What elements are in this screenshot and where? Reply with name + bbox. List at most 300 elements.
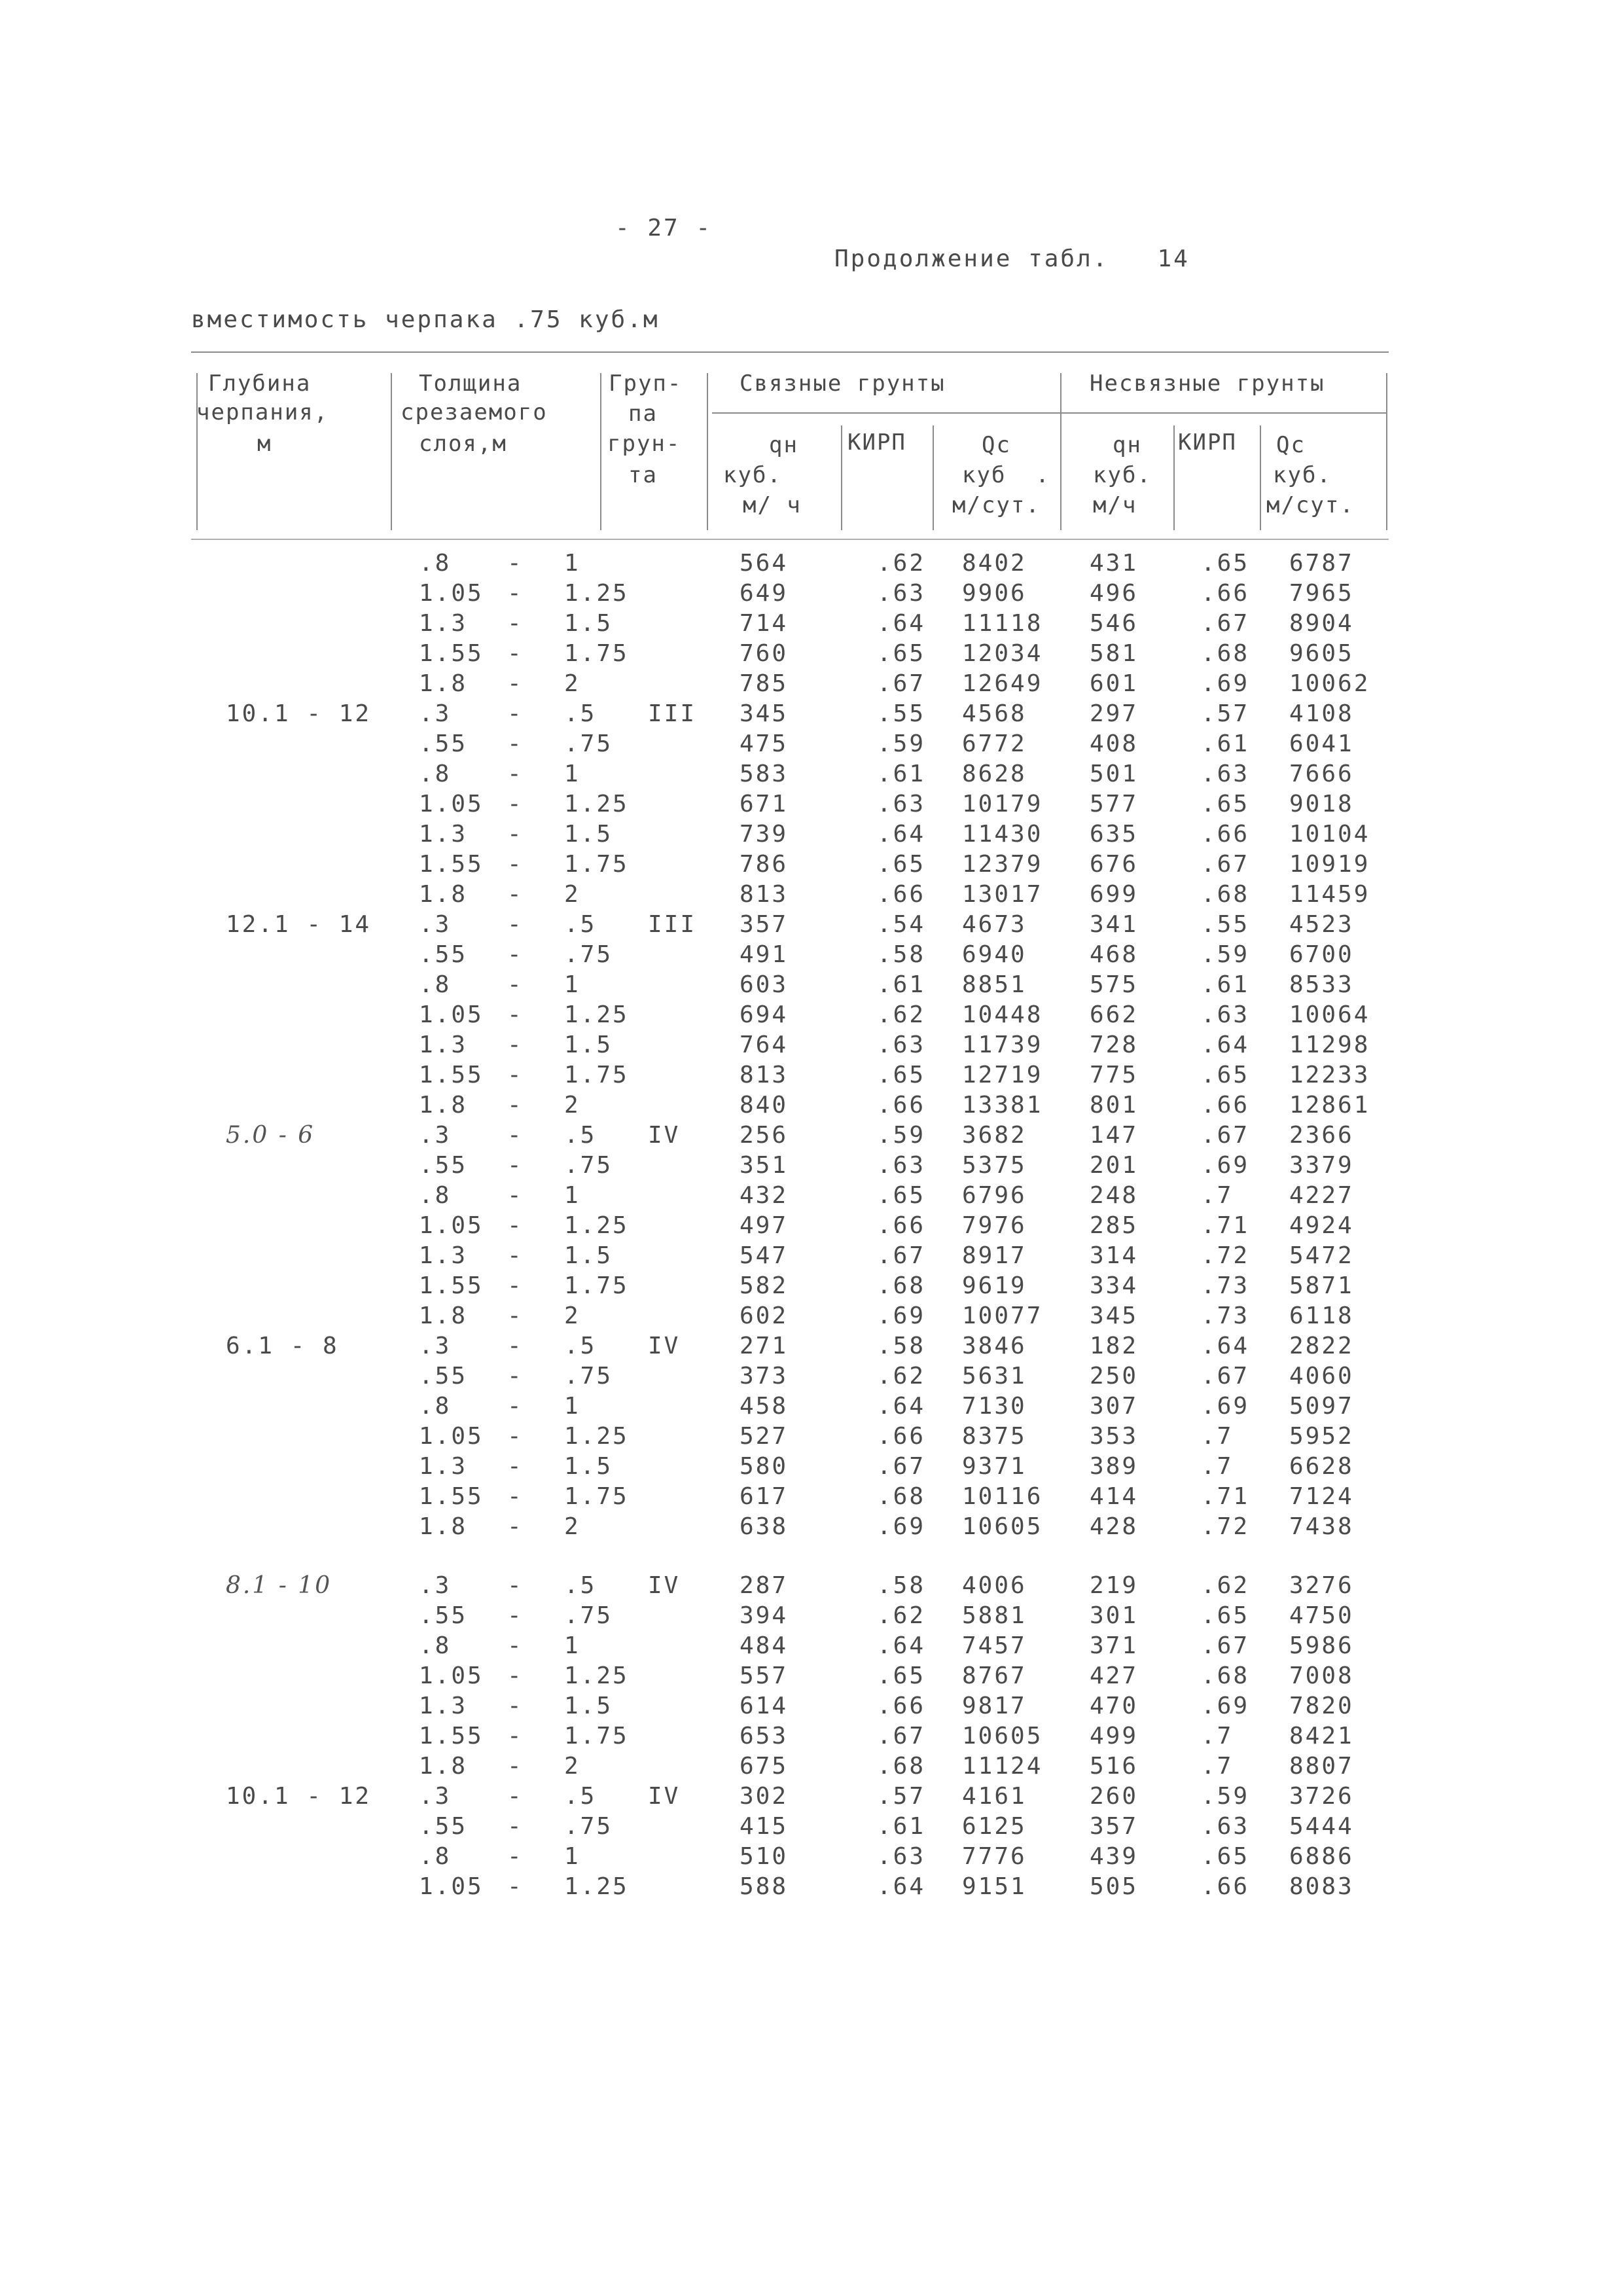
row-thickness-from: .3 (419, 1783, 452, 1810)
row-noncohesive-qh: 389 (1090, 1453, 1139, 1480)
row-thickness-to: 1.5 (564, 1031, 613, 1058)
table-row (0, 1753, 1623, 1783)
header-group-line1: Груп- (609, 370, 683, 397)
row-cohesive-qh: 583 (740, 761, 789, 787)
row-noncohesive-kirp: .66 (1201, 1873, 1250, 1900)
row-noncohesive-kirp: .7 (1201, 1182, 1234, 1209)
row-noncohesive-kirp: .69 (1201, 1693, 1250, 1719)
row-noncohesive-kirp: .73 (1201, 1272, 1250, 1299)
row-thickness-to: 1.75 (564, 1272, 629, 1299)
row-cohesive-qc: 11118 (962, 610, 1043, 637)
range-dash: - (507, 1242, 524, 1269)
row-thickness-from: .8 (419, 1393, 452, 1420)
range-dash: - (507, 881, 524, 908)
row-thickness-from: .3 (419, 1572, 452, 1599)
row-cohesive-qc: 4568 (962, 700, 1027, 727)
row-noncohesive-kirp: .65 (1201, 791, 1250, 817)
row-cohesive-qc: 13017 (962, 881, 1043, 908)
page-number: - 27 - (615, 215, 713, 242)
row-cohesive-qc: 8402 (962, 550, 1027, 577)
row-thickness-from: .8 (419, 1843, 452, 1870)
table-row (0, 1212, 1623, 1242)
row-thickness-from: 1.55 (419, 1272, 484, 1299)
row-noncohesive-qc: 4523 (1289, 911, 1354, 938)
row-cohesive-qh: 287 (740, 1572, 789, 1599)
row-thickness-from: .8 (419, 1632, 452, 1659)
row-noncohesive-qh: 662 (1090, 1001, 1139, 1028)
row-noncohesive-qc: 4924 (1289, 1212, 1354, 1239)
row-thickness-from: 1.8 (419, 1302, 468, 1329)
row-cohesive-qh: 649 (740, 580, 789, 607)
row-cohesive-qh: 373 (740, 1363, 789, 1390)
row-cohesive-qh: 653 (740, 1723, 789, 1749)
row-cohesive-kirp: .58 (877, 941, 926, 968)
header-qh2-line1: qн (1113, 432, 1142, 458)
range-dash: - (507, 1843, 524, 1870)
row-noncohesive-kirp: .59 (1201, 1783, 1250, 1810)
row-noncohesive-kirp: .66 (1201, 1092, 1250, 1119)
row-cohesive-qc: 3682 (962, 1122, 1027, 1149)
row-cohesive-qh: 786 (740, 851, 789, 878)
row-noncohesive-kirp: .72 (1201, 1513, 1250, 1540)
row-thickness-from: 1.3 (419, 610, 468, 637)
row-cohesive-qc: 12034 (962, 640, 1043, 667)
row-depth-range: 6.1 - 8 (226, 1333, 339, 1359)
row-thickness-to: .5 (564, 1572, 597, 1599)
header-thickness-line2: срезаемого (401, 399, 548, 425)
row-cohesive-qh: 415 (740, 1813, 789, 1840)
row-noncohesive-qh: 182 (1090, 1333, 1139, 1359)
row-thickness-from: 1.8 (419, 1513, 468, 1540)
row-cohesive-qc: 4673 (962, 911, 1027, 938)
row-thickness-to: .5 (564, 1333, 597, 1359)
row-noncohesive-qh: 341 (1090, 911, 1139, 938)
row-noncohesive-qh: 408 (1090, 730, 1139, 757)
range-dash: - (507, 1182, 524, 1209)
range-dash: - (507, 1753, 524, 1780)
table-row (0, 1031, 1623, 1062)
row-cohesive-qc: 10448 (962, 1001, 1043, 1028)
row-noncohesive-qc: 4060 (1289, 1363, 1354, 1390)
row-noncohesive-qh: 250 (1090, 1363, 1139, 1390)
row-noncohesive-qc: 9018 (1289, 791, 1354, 817)
row-depth-range: 12.1 - 14 (226, 911, 372, 938)
table-row (0, 1062, 1623, 1092)
row-cohesive-qh: 840 (740, 1092, 789, 1119)
row-cohesive-kirp: .54 (877, 911, 926, 938)
row-thickness-from: 1.05 (419, 580, 484, 607)
header-cohesive-soils: Связные грунты (740, 370, 946, 397)
row-thickness-from: 1.05 (419, 791, 484, 817)
row-thickness-from: .55 (419, 1813, 468, 1840)
row-cohesive-kirp: .62 (877, 1363, 926, 1390)
header-group-line4: та (628, 462, 658, 488)
row-noncohesive-qh: 501 (1090, 761, 1139, 787)
table-row (0, 1783, 1623, 1813)
range-dash: - (507, 1092, 524, 1119)
row-cohesive-qh: 357 (740, 911, 789, 938)
row-cohesive-kirp: .68 (877, 1483, 926, 1510)
row-noncohesive-qc: 5871 (1289, 1272, 1354, 1299)
row-thickness-to: .75 (564, 1152, 613, 1179)
row-cohesive-qh: 582 (740, 1272, 789, 1299)
row-thickness-to: 1 (564, 1393, 580, 1420)
row-noncohesive-qc: 8533 (1289, 971, 1354, 998)
row-thickness-from: .3 (419, 700, 452, 727)
row-noncohesive-qc: 11459 (1289, 881, 1370, 908)
row-noncohesive-qh: 728 (1090, 1031, 1139, 1058)
range-dash: - (507, 700, 524, 727)
row-noncohesive-qc: 6886 (1289, 1843, 1354, 1870)
row-noncohesive-qc: 6628 (1289, 1453, 1354, 1480)
table-row (0, 1302, 1623, 1333)
table-row (0, 610, 1623, 640)
row-thickness-to: 1.25 (564, 1423, 629, 1450)
row-cohesive-kirp: .68 (877, 1753, 926, 1780)
row-cohesive-qc: 6940 (962, 941, 1027, 968)
row-thickness-to: .75 (564, 1363, 613, 1390)
row-cohesive-kirp: .65 (877, 1062, 926, 1088)
row-thickness-from: .8 (419, 1182, 452, 1209)
row-thickness-from: 1.55 (419, 640, 484, 667)
row-noncohesive-qc: 2822 (1289, 1333, 1354, 1359)
table-row (0, 1092, 1623, 1122)
row-thickness-to: 1.75 (564, 851, 629, 878)
row-noncohesive-qh: 577 (1090, 791, 1139, 817)
row-cohesive-qc: 8628 (962, 761, 1027, 787)
header-divider (1173, 425, 1175, 530)
row-thickness-to: 1.25 (564, 1212, 629, 1239)
table-row (0, 1393, 1623, 1423)
header-qh-line3: м/ ч (743, 492, 802, 518)
row-soil-group: III (648, 911, 697, 938)
row-cohesive-kirp: .65 (877, 851, 926, 878)
row-thickness-to: 1.5 (564, 821, 613, 848)
range-dash: - (507, 821, 524, 848)
range-dash: - (507, 1333, 524, 1359)
table-row (0, 911, 1623, 941)
row-cohesive-qc: 8767 (962, 1662, 1027, 1689)
row-cohesive-kirp: .66 (877, 1693, 926, 1719)
row-cohesive-qc: 4161 (962, 1783, 1027, 1810)
row-cohesive-kirp: .69 (877, 1513, 926, 1540)
row-cohesive-kirp: .64 (877, 1632, 926, 1659)
row-noncohesive-kirp: .68 (1201, 640, 1250, 667)
row-noncohesive-qh: 371 (1090, 1632, 1139, 1659)
row-noncohesive-qh: 801 (1090, 1092, 1139, 1119)
row-thickness-to: 1.25 (564, 1873, 629, 1900)
row-thickness-from: 1.05 (419, 1001, 484, 1028)
row-noncohesive-qc: 10919 (1289, 851, 1370, 878)
row-thickness-from: .3 (419, 1333, 452, 1359)
row-noncohesive-qc: 7438 (1289, 1513, 1354, 1540)
row-cohesive-qh: 588 (740, 1873, 789, 1900)
row-cohesive-kirp: .62 (877, 1602, 926, 1629)
header-kirp: КИРП (847, 429, 906, 456)
header-thickness-line1: Толщина (419, 370, 522, 397)
row-cohesive-qh: 739 (740, 821, 789, 848)
row-cohesive-kirp: .63 (877, 1843, 926, 1870)
header-depth-line1: Глубина (208, 370, 312, 397)
row-cohesive-kirp: .63 (877, 580, 926, 607)
row-cohesive-qc: 7457 (962, 1632, 1027, 1659)
row-thickness-from: .8 (419, 971, 452, 998)
row-cohesive-qc: 9371 (962, 1453, 1027, 1480)
row-noncohesive-qh: 301 (1090, 1602, 1139, 1629)
row-thickness-to: 1.5 (564, 1693, 613, 1719)
row-cohesive-kirp: .63 (877, 1152, 926, 1179)
header-group-line3: грун- (607, 431, 681, 457)
row-thickness-from: 1.55 (419, 1062, 484, 1088)
table-row (0, 730, 1623, 761)
row-thickness-from: 1.05 (419, 1873, 484, 1900)
range-dash: - (507, 1632, 524, 1659)
row-noncohesive-qc: 5097 (1289, 1393, 1354, 1420)
row-noncohesive-qc: 3379 (1289, 1152, 1354, 1179)
row-noncohesive-qh: 248 (1090, 1182, 1139, 1209)
row-noncohesive-kirp: .69 (1201, 1152, 1250, 1179)
row-thickness-from: .8 (419, 761, 452, 787)
row-cohesive-kirp: .55 (877, 700, 926, 727)
header-noncohesive-soils: Несвязные грунты (1090, 370, 1325, 397)
range-dash: - (507, 1572, 524, 1599)
range-dash: - (507, 1423, 524, 1450)
row-cohesive-qh: 394 (740, 1602, 789, 1629)
row-noncohesive-qc: 6118 (1289, 1302, 1354, 1329)
row-cohesive-qh: 527 (740, 1423, 789, 1450)
row-thickness-from: 1.05 (419, 1423, 484, 1450)
row-cohesive-qc: 6796 (962, 1182, 1027, 1209)
row-cohesive-qc: 12649 (962, 670, 1043, 697)
row-cohesive-kirp: .63 (877, 1031, 926, 1058)
row-cohesive-qc: 9619 (962, 1272, 1027, 1299)
row-cohesive-kirp: .66 (877, 1212, 926, 1239)
range-dash: - (507, 761, 524, 787)
row-noncohesive-kirp: .68 (1201, 881, 1250, 908)
row-noncohesive-kirp: .66 (1201, 821, 1250, 848)
row-noncohesive-qh: 357 (1090, 1813, 1139, 1840)
row-thickness-to: 1.75 (564, 1483, 629, 1510)
row-cohesive-kirp: .61 (877, 1813, 926, 1840)
row-noncohesive-qc: 6041 (1289, 730, 1354, 757)
row-noncohesive-kirp: .68 (1201, 1662, 1250, 1689)
table-row (0, 971, 1623, 1001)
row-noncohesive-kirp: .73 (1201, 1302, 1250, 1329)
row-cohesive-kirp: .67 (877, 1453, 926, 1480)
row-noncohesive-kirp: .65 (1201, 1843, 1250, 1870)
header-depth-line2: черпания, (196, 399, 329, 425)
row-cohesive-qc: 12719 (962, 1062, 1043, 1088)
row-cohesive-kirp: .68 (877, 1272, 926, 1299)
row-noncohesive-qh: 439 (1090, 1843, 1139, 1870)
range-dash: - (507, 1031, 524, 1058)
row-noncohesive-kirp: .65 (1201, 1062, 1250, 1088)
row-cohesive-qc: 8375 (962, 1423, 1027, 1450)
row-cohesive-qc: 11430 (962, 821, 1043, 848)
row-noncohesive-qh: 314 (1090, 1242, 1139, 1269)
row-noncohesive-kirp: .72 (1201, 1242, 1250, 1269)
row-cohesive-qc: 12379 (962, 851, 1043, 878)
row-noncohesive-kirp: .63 (1201, 1001, 1250, 1028)
range-dash: - (507, 941, 524, 968)
row-cohesive-qh: 351 (740, 1152, 789, 1179)
row-thickness-from: 1.3 (419, 1693, 468, 1719)
row-cohesive-qc: 4006 (962, 1572, 1027, 1599)
row-soil-group: IV (648, 1333, 681, 1359)
row-noncohesive-kirp: .57 (1201, 700, 1250, 727)
table-continuation-label: Продолжение табл. 14 (834, 245, 1190, 272)
header-thickness-line3: слоя,м (419, 431, 507, 457)
range-dash: - (507, 1693, 524, 1719)
row-noncohesive-kirp: .7 (1201, 1753, 1234, 1780)
row-noncohesive-kirp: .59 (1201, 941, 1250, 968)
range-dash: - (507, 791, 524, 817)
row-noncohesive-qh: 516 (1090, 1753, 1139, 1780)
row-cohesive-qc: 11739 (962, 1031, 1043, 1058)
row-thickness-to: .5 (564, 911, 597, 938)
range-dash: - (507, 1393, 524, 1420)
header-divider (841, 425, 842, 530)
row-cohesive-qh: 714 (740, 610, 789, 637)
row-noncohesive-qh: 307 (1090, 1393, 1139, 1420)
row-thickness-from: 1.8 (419, 670, 468, 697)
range-dash: - (507, 1122, 524, 1149)
row-thickness-to: 1.5 (564, 610, 613, 637)
header-group-line2: па (628, 401, 658, 427)
table-row (0, 851, 1623, 881)
row-cohesive-qh: 557 (740, 1662, 789, 1689)
row-noncohesive-qc: 11298 (1289, 1031, 1370, 1058)
row-thickness-from: 1.3 (419, 1453, 468, 1480)
row-noncohesive-kirp: .69 (1201, 1393, 1250, 1420)
row-thickness-to: 1.75 (564, 1062, 629, 1088)
row-thickness-from: .55 (419, 941, 468, 968)
row-noncohesive-qh: 575 (1090, 971, 1139, 998)
row-cohesive-kirp: .64 (877, 1393, 926, 1420)
row-cohesive-kirp: .67 (877, 1723, 926, 1749)
table-row (0, 1152, 1623, 1182)
range-dash: - (507, 1212, 524, 1239)
header-bottom-rule (191, 539, 1389, 540)
table-row (0, 791, 1623, 821)
row-noncohesive-qh: 499 (1090, 1723, 1139, 1749)
row-noncohesive-qc: 8421 (1289, 1723, 1354, 1749)
row-thickness-from: 1.8 (419, 1092, 468, 1119)
row-thickness-from: 1.05 (419, 1662, 484, 1689)
row-noncohesive-qh: 470 (1090, 1693, 1139, 1719)
row-cohesive-qc: 13381 (962, 1092, 1043, 1119)
row-cohesive-kirp: .59 (877, 730, 926, 757)
range-dash: - (507, 971, 524, 998)
table-row (0, 1572, 1623, 1602)
header-qh-line2: куб. (723, 462, 782, 488)
row-cohesive-qc: 5881 (962, 1602, 1027, 1629)
row-noncohesive-qh: 428 (1090, 1513, 1139, 1540)
header-divider (1060, 373, 1061, 530)
header-divider (1386, 373, 1387, 530)
range-dash: - (507, 1302, 524, 1329)
row-cohesive-qc: 3846 (962, 1333, 1027, 1359)
table-row (0, 1602, 1623, 1632)
row-cohesive-qh: 603 (740, 971, 789, 998)
table-row (0, 881, 1623, 911)
row-noncohesive-qc: 4227 (1289, 1182, 1354, 1209)
row-soil-group: IV (648, 1783, 681, 1810)
row-noncohesive-qc: 7124 (1289, 1483, 1354, 1510)
bucket-capacity-caption: вместимость черпака .75 куб.м (191, 306, 660, 333)
row-cohesive-qh: 638 (740, 1513, 789, 1540)
row-thickness-to: 2 (564, 881, 580, 908)
table-row (0, 1843, 1623, 1873)
row-cohesive-qc: 10179 (962, 791, 1043, 817)
row-cohesive-qh: 484 (740, 1632, 789, 1659)
row-cohesive-qh: 675 (740, 1753, 789, 1780)
row-thickness-from: 1.8 (419, 881, 468, 908)
row-cohesive-qh: 671 (740, 791, 789, 817)
row-cohesive-qc: 9906 (962, 580, 1027, 607)
range-dash: - (507, 670, 524, 697)
row-thickness-to: 1 (564, 761, 580, 787)
header-divider (391, 373, 392, 530)
row-thickness-to: 1 (564, 550, 580, 577)
row-cohesive-qh: 497 (740, 1212, 789, 1239)
row-noncohesive-qh: 601 (1090, 670, 1139, 697)
row-noncohesive-qh: 699 (1090, 881, 1139, 908)
row-thickness-to: 1.25 (564, 580, 629, 607)
row-thickness-to: 2 (564, 1092, 580, 1119)
row-thickness-to: 2 (564, 1753, 580, 1780)
row-cohesive-qc: 7776 (962, 1843, 1027, 1870)
row-noncohesive-kirp: .55 (1201, 911, 1250, 938)
row-cohesive-qc: 10077 (962, 1302, 1043, 1329)
row-cohesive-kirp: .61 (877, 971, 926, 998)
row-cohesive-kirp: .58 (877, 1333, 926, 1359)
range-dash: - (507, 1453, 524, 1480)
row-noncohesive-kirp: .7 (1201, 1723, 1234, 1749)
row-noncohesive-qc: 9605 (1289, 640, 1354, 667)
row-cohesive-kirp: .65 (877, 640, 926, 667)
row-thickness-to: 1 (564, 1843, 580, 1870)
header-divider (196, 373, 198, 530)
row-soil-group: IV (648, 1572, 681, 1599)
row-cohesive-kirp: .65 (877, 1182, 926, 1209)
row-thickness-to: .5 (564, 1122, 597, 1149)
row-cohesive-kirp: .63 (877, 791, 926, 817)
row-noncohesive-kirp: .67 (1201, 1122, 1250, 1149)
row-noncohesive-qc: 5986 (1289, 1632, 1354, 1659)
row-noncohesive-kirp: .67 (1201, 610, 1250, 637)
table-row (0, 1423, 1623, 1453)
row-noncohesive-qc: 5472 (1289, 1242, 1354, 1269)
row-thickness-from: 1.05 (419, 1212, 484, 1239)
table-row (0, 640, 1623, 670)
row-cohesive-qc: 6772 (962, 730, 1027, 757)
row-cohesive-kirp: .62 (877, 550, 926, 577)
table-row (0, 1693, 1623, 1723)
row-thickness-from: .8 (419, 550, 452, 577)
row-noncohesive-kirp: .71 (1201, 1212, 1250, 1239)
row-cohesive-kirp: .59 (877, 1122, 926, 1149)
row-thickness-from: 1.55 (419, 1723, 484, 1749)
row-noncohesive-qc: 6700 (1289, 941, 1354, 968)
row-thickness-to: 1.25 (564, 1662, 629, 1689)
row-noncohesive-qc: 10104 (1289, 821, 1370, 848)
row-noncohesive-qh: 496 (1090, 580, 1139, 607)
table-row (0, 1333, 1623, 1363)
row-cohesive-qc: 9817 (962, 1693, 1027, 1719)
row-noncohesive-qc: 8807 (1289, 1753, 1354, 1780)
table-row (0, 1272, 1623, 1302)
